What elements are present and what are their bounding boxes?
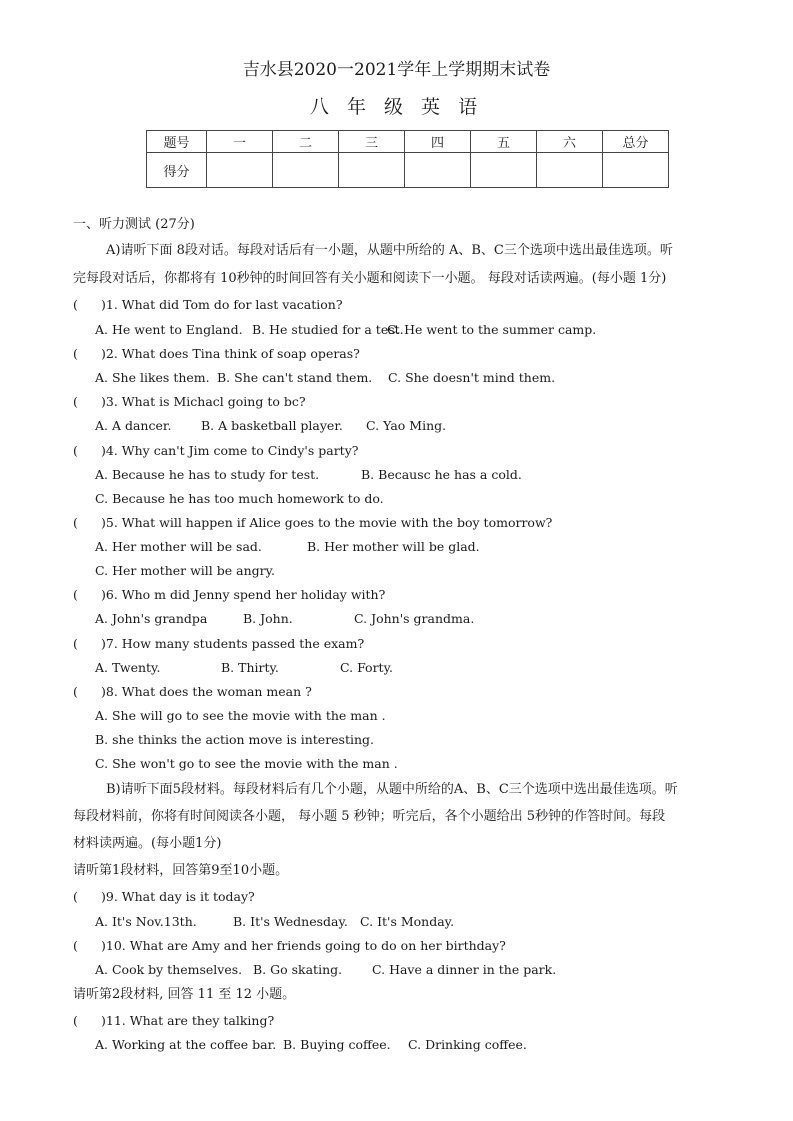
score-cell (537, 153, 603, 188)
question-item (73, 394, 306, 410)
question-text: )11. What are they talking? (101, 1013, 275, 1028)
option-b: B. Go skating. (253, 962, 343, 977)
score-row-label: 得分 (147, 153, 207, 188)
score-cell (405, 153, 471, 188)
question-text: )6. Who m did Jenny spend her holiday with? (101, 587, 386, 602)
section-heading: 一、听力测试 (27分) (73, 217, 195, 232)
option-b: B. It's Wednesday. (233, 914, 348, 929)
score-header-cell: 六 (537, 131, 603, 153)
question-text: )3. What is Michacl going to bc? (101, 394, 306, 409)
option-b: B. Thirty. (221, 660, 279, 675)
question-item (73, 297, 343, 313)
option-b: B. John. (243, 611, 293, 626)
instruction-line: B)请听下面5段材料。每段材料后有几个小题，从题中所给的A、B、C三个选项中选出最佳选项。听 (106, 782, 678, 797)
question-text: )5. What will happen if Alice goes to the movie with the boy tomorrow? (101, 515, 553, 530)
answer-bracket: ( (73, 346, 78, 361)
score-table (146, 130, 669, 188)
question-text: )8. What does the woman mean ? (101, 684, 312, 699)
option-c: C. Her mother will be angry. (95, 563, 276, 578)
option-c: C. Because he has too much homework to do. (95, 491, 384, 506)
score-table-header-row (147, 131, 669, 153)
question-item (73, 346, 360, 362)
answer-bracket: ( (73, 587, 78, 602)
option-a: A. He went to England. (95, 322, 243, 337)
question-item (73, 684, 312, 700)
question-item (73, 889, 255, 905)
score-cell (273, 153, 339, 188)
answer-bracket: ( (73, 636, 78, 651)
option-b: B. she thinks the action move is interesting. (95, 732, 375, 747)
option-b: B. Her mother will be glad. (307, 539, 480, 554)
instruction-line: 材料读两遍。(每小题1分) (73, 836, 222, 851)
instruction-line: 每段材料前，你将有时间阅读各小题， 每小题 5 秒钟；听完后，各个小题给出 5秒钟的作答时间。每段 (73, 809, 666, 824)
question-text: )1. What did Tom do for last vacation? (101, 297, 343, 312)
question-text: )9. What day is it today? (101, 889, 255, 904)
score-header-cell: 四 (405, 131, 471, 153)
option-a: A. It's Nov.13th. (95, 914, 197, 929)
option-b: B. Buying coffee. (283, 1037, 391, 1052)
score-header-cell: 二 (273, 131, 339, 153)
score-cell (339, 153, 405, 188)
material-heading: 请听第1段材料，回答第9至10小题。 (73, 863, 289, 878)
answer-bracket: ( (73, 938, 78, 953)
score-header-cell: 总分 (603, 131, 669, 153)
instruction-line: 完每段对话后，你都将有 10秒钟的时间回答有关小题和阅读下一小题。 每段对话读两遍。(每小题 1分) (73, 271, 667, 286)
score-header-cell: 三 (339, 131, 405, 153)
option-a: A. Because he has to study for test. (95, 467, 320, 482)
option-b: B. He studied for a test. (252, 322, 404, 337)
option-a: A. Cook by themselves. (95, 962, 243, 977)
score-cell (603, 153, 669, 188)
question-item (73, 1013, 274, 1029)
answer-bracket: ( (73, 297, 78, 312)
question-item (73, 636, 364, 652)
score-header-cell: 一 (207, 131, 273, 153)
option-c: C. She won't go to see the movie with the man . (95, 756, 398, 771)
question-item (73, 587, 385, 603)
question-text: )4. Why can't Jim come to Cindy's party? (101, 443, 359, 458)
score-header-cell: 五 (471, 131, 537, 153)
instruction-line: A)请听下面 8段对话。每段对话后有一小题，从题中所给的 A、B、C三个选项中选出最佳选项。听 (106, 243, 673, 258)
option-c: C. It's Monday. (360, 914, 455, 929)
option-b: B. She can't stand them. (217, 370, 373, 385)
question-item (73, 515, 552, 531)
option-c: C. Drinking coffee. (408, 1037, 527, 1052)
option-b: B. Becausc he has a cold. (361, 467, 522, 482)
answer-bracket: ( (73, 515, 78, 530)
question-text: )2. What does Tina think of soap operas? (101, 346, 360, 361)
option-a: A. Twenty. (95, 660, 161, 675)
option-a: A. She likes them. (95, 370, 210, 385)
option-a: A. A dancer. (95, 418, 172, 433)
question-text: )7. How many students passed the exam? (101, 636, 365, 651)
score-table-score-row (147, 153, 669, 188)
answer-bracket: ( (73, 443, 78, 458)
exam-subtitle: 八 年 级 英 语 (309, 96, 484, 118)
score-header-cell: 题号 (147, 131, 207, 153)
answer-bracket: ( (73, 889, 78, 904)
score-cell (471, 153, 537, 188)
option-c: C. Forty. (340, 660, 393, 675)
material-heading: 请听第2段材料, 回答 11 至 12 小题。 (73, 987, 296, 1002)
option-c: C. She doesn't mind them. (388, 370, 556, 385)
option-a: A. She will go to see the movie with the man . (95, 708, 386, 723)
question-item (73, 938, 506, 954)
exam-title: 吉水县2020一2021学年上学期期末试卷 (242, 60, 551, 80)
answer-bracket: ( (73, 1013, 78, 1028)
option-a: A. Her mother will be sad. (95, 539, 262, 554)
answer-bracket: ( (73, 394, 78, 409)
option-a: A. Working at the coffee bar. (95, 1037, 277, 1052)
option-c: C. Have a dinner in the park. (372, 962, 557, 977)
option-a: A. John's grandpa (95, 611, 208, 626)
score-cell (207, 153, 273, 188)
option-c: C. Yao Ming. (366, 418, 447, 433)
question-text: )10. What are Amy and her friends going to do on her birthday? (101, 938, 506, 953)
answer-bracket: ( (73, 684, 78, 699)
option-c: C. He went to the summer camp. (387, 322, 597, 337)
question-item (73, 443, 358, 459)
option-b: B. A basketball player. (201, 418, 343, 433)
option-c: C. John's grandma. (354, 611, 475, 626)
